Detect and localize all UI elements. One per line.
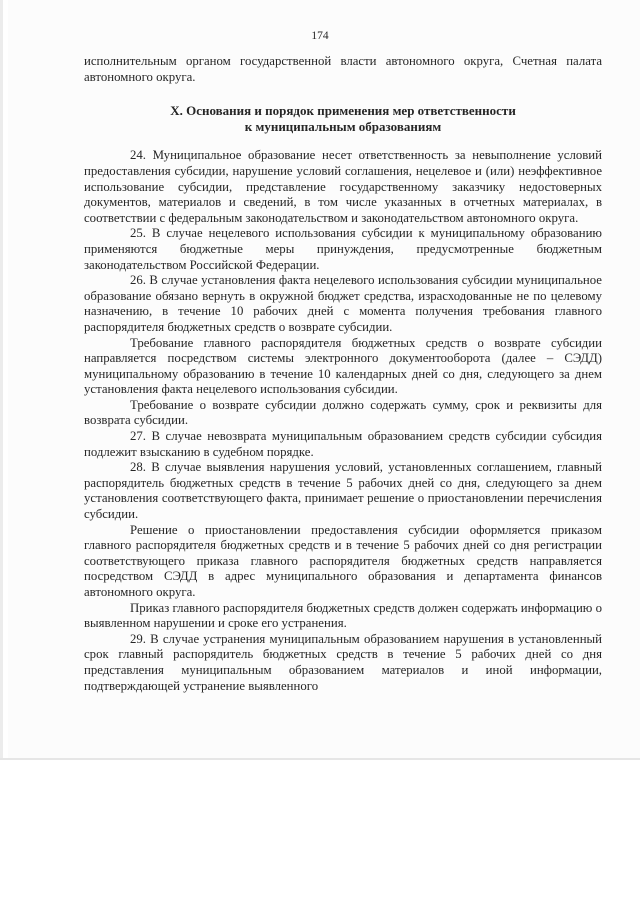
- scan-bottom-edge: [0, 758, 640, 760]
- paragraph-28-order: Приказ главного распорядителя бюджетных средств должен содержать информацию о выявленном нарушении и сроке его устранения.: [84, 600, 602, 631]
- paragraph-28-decision: Решение о приостановлении предоставления субсидии оформляется приказом главного распорядителя бюджетных средств и в течение 5 рабочих дней со дня регистрации соответствующего приказа главного распорядителя бюджетных средств направляется посредством СЭДД в адрес муниципального образования и департамента финансов автономного округа.: [84, 522, 602, 599]
- document-body: [84, 54, 602, 694]
- paragraph-26-requirement: Требование главного распорядителя бюджетных средств о возврате субсидии направляется посредством системы электронного документооборота (далее – СЭДД) муниципальному образованию в течение 10 календарных дней со дня, следующего за днем установления факта нецелевого использования субсидии.: [84, 335, 602, 397]
- section-heading: [84, 103, 602, 134]
- section-heading-line-2: к муниципальным образованиям: [244, 118, 442, 134]
- paragraph-28: 28. В случае выявления нарушения условий, установленных соглашением, главный распорядитель бюджетных средств в течение 5 рабочих дней со дня, следующего за днем установления соответствующего факта, принимает решение о приостановлении перечисления субсидии.: [84, 460, 602, 522]
- section-heading-line-1: X. Основания и порядок применения мер ответственности: [170, 103, 516, 119]
- paragraph-25: 25. В случае нецелевого использования субсидии к муниципальному образованию применяются бюджетные меры принуждения, предусмотренные бюджетным законодательством Российской Федерации.: [84, 226, 602, 272]
- paragraph-27: 27. В случае невозврата муниципальным образованием средств субсидии субсидия подлежит взысканию в судебном порядке.: [84, 429, 602, 459]
- paragraph-26-requirement-content: Требование о возврате субсидии должно содержать сумму, срок и реквизиты для возврата субсидии.: [84, 397, 602, 428]
- page-number: 174: [311, 30, 329, 42]
- paragraph-24: 24. Муниципальное образование несет ответственность за невыполнение условий предоставления субсидии, нарушение условий соглашения, нецелевое и (или) неэффективное использование субсидии, представление государственному заказчику недостоверных документов, материалов и сведений, в том числе указанных в отчетных материалах, в соответствии с федеральным законодательством и законодательством автономного округа.: [84, 148, 602, 225]
- scan-left-edge: [0, 0, 3, 758]
- paragraph-26: 26. В случае установления факта нецелевого использования субсидии муниципальное образование обязано вернуть в окружной бюджет средства, израсходованные не по целевому назначению, в течение 10 рабочих дней с момента получения требования главного распорядителя бюджетных средств о возврате субсидии.: [84, 273, 602, 334]
- paragraph-29: 29. В случае устранения муниципальным образованием нарушения в установленный срок главный распорядитель бюджетных средств в течение 5 рабочих дней со дня представления муниципальным образованием материалов и иной информации, подтверждающей устранение выявленного: [84, 631, 602, 693]
- intro-paragraph: исполнительным органом государственной власти автономного округа, Счетная палата автономного округа.: [84, 54, 602, 84]
